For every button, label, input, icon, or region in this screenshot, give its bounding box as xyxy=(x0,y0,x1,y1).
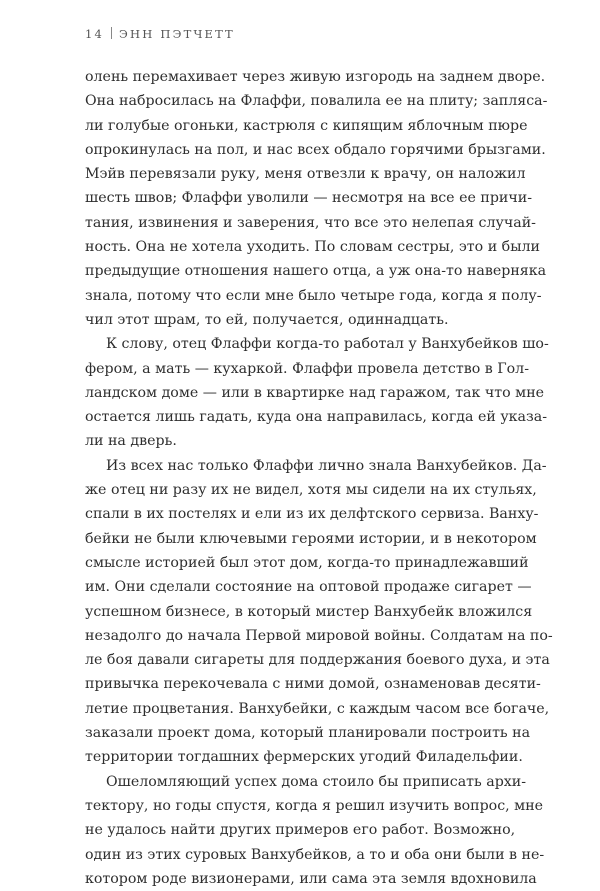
text-line: предыдущие отношения нашего отца, а уж она-то наверняка xyxy=(85,263,547,280)
text-line: шесть швов; Флаффи уволили — несмотря на все ее причи- xyxy=(85,190,533,207)
text-line: привычка перекочевала с ними домой, ознаменовав десяти- xyxy=(85,676,541,693)
text-line: им. Они сделали состояние на оптовой продаже сигарет — xyxy=(85,579,532,596)
body-text xyxy=(85,65,553,891)
text-line: тания, извинения и заверения, что все это нелепая случай- xyxy=(85,214,536,231)
text-line: территории тогдашних фермерских угодий Филадельфии. xyxy=(85,749,523,766)
text-line: Мэйв перевязали руку, меня отвезли к врачу, он наложил xyxy=(85,166,526,183)
text-line: знала, потому что если мне было четыре года, когда я полу- xyxy=(85,287,542,304)
text-line: фером, а мать — кухаркой. Флаффи провела детство в Гол- xyxy=(85,360,529,377)
text-line: ность. Она не хотела уходить. По словам сестры, это и были xyxy=(85,239,540,256)
text-line: Ошеломляющий успех дома стоило бы приписать архи- xyxy=(106,773,527,790)
text-line: ли на дверь. xyxy=(85,433,177,450)
text-line: К слову, отец Флаффи когда-то работал у Ванхубейков шо- xyxy=(106,336,549,353)
text-line: чил этот шрам, то ей, получается, одиннадцать. xyxy=(85,311,449,328)
text-line: бейки не были ключевыми героями истории, и в некотором xyxy=(85,530,537,547)
text-line: заказали проект дома, который планировали построить на xyxy=(85,725,531,742)
text-line: котором роде визионерами, или сама эта земля вдохновила xyxy=(85,870,537,887)
text-line: незадолго до начала Первой мировой войны. Солдатам на по- xyxy=(85,627,553,644)
text-line: опрокинулась на пол, и нас всех обдало горячими брызгами. xyxy=(85,141,546,158)
text-line: не удалось найти других примеров его работ. Возможно, xyxy=(85,822,516,839)
text-line: Она набросилась на Флаффи, повалила ее на плиту; запляса- xyxy=(85,93,548,110)
header-separator xyxy=(111,27,112,39)
text-line: ландском доме — или в квартирке над гаражом, так что мне xyxy=(85,384,545,401)
text-line: один из этих суровых Ванхубейков, а то и оба они были в не- xyxy=(85,846,545,863)
text-line: же отец ни разу их не видел, хотя мы сидели на их стульях, xyxy=(85,482,537,499)
text-line: ле боя давали сигареты для поддержания боевого духа, и эта xyxy=(85,652,550,669)
text-line: остается лишь гадать, куда она направилась, когда ей указа- xyxy=(85,409,547,426)
text-line: успешном бизнесе, в который мистер Ванхубейк вложился xyxy=(85,603,533,620)
text-line: Из всех нас только Флаффи лично знала Ванхубейков. Да- xyxy=(106,457,547,474)
text-line: смысле историей был этот дом, когда-то принадлежавший xyxy=(85,554,529,571)
text-line: летие процветания. Ванхубейки, с каждым часом все богаче, xyxy=(85,700,550,717)
text-line: тектору, но годы спустя, когда я решил изучить вопрос, мне xyxy=(85,797,544,814)
text-line: олень перемахивает через живую изгородь на заднем дворе. xyxy=(85,69,546,85)
running-head xyxy=(85,27,235,41)
author-name: ЭНН ПЭТЧЕТТ xyxy=(119,27,235,41)
text-line: ли голубые огоньки, кастрюля с кипящим яблочным пюре xyxy=(85,117,528,134)
page-number: 14 xyxy=(85,27,105,41)
text-line: спали в их постелях и ели из их делфтского сервиза. Ванху- xyxy=(85,506,539,523)
